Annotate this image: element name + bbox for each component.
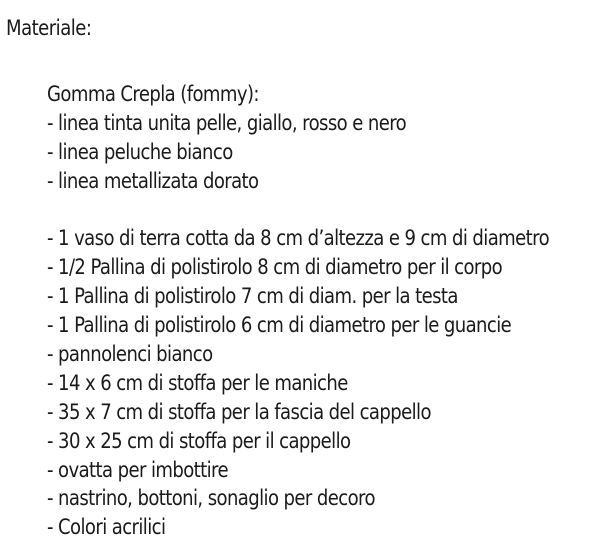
- materials-list: [47, 80, 580, 542]
- list-item: - linea peluche bianco: [47, 139, 233, 164]
- list-item: - 14 x 6 cm di stoffa per le maniche: [47, 370, 348, 395]
- list-item: - ovatta per imbottire: [47, 457, 228, 482]
- list-item: - 1 vaso di terra cotta da 8 cm d’altezza e 9 cm di diametro: [47, 226, 550, 251]
- list-spacer: [47, 196, 580, 225]
- list-item: - 1/2 Pallina di polistirolo 8 cm di diametro per il corpo: [47, 255, 503, 280]
- list-item: - linea metallizata dorato: [47, 168, 259, 193]
- list-item: - Colori acrilici: [47, 515, 166, 540]
- list-item: - 35 x 7 cm di stoffa per la fascia del cappello: [47, 399, 431, 424]
- gomma-crepla-title: Gomma Crepla (fommy):: [47, 82, 259, 106]
- list-item: - nastrino, bottoni, sonaglio per decoro: [47, 486, 375, 511]
- list-item: - pannolenci bianco: [47, 342, 213, 367]
- materials-heading: Materiale:: [6, 16, 92, 40]
- list-item: - linea tinta unita pelle, giallo, rosso e nero: [47, 110, 407, 135]
- list-item: - 1 Pallina di polistirolo 7 cm di diam. per la testa: [47, 284, 458, 309]
- list-item: - 30 x 25 cm di stoffa per il cappello: [47, 428, 351, 453]
- list-item: - 1 Pallina di polistirolo 6 cm di diametro per le guancie: [47, 313, 512, 338]
